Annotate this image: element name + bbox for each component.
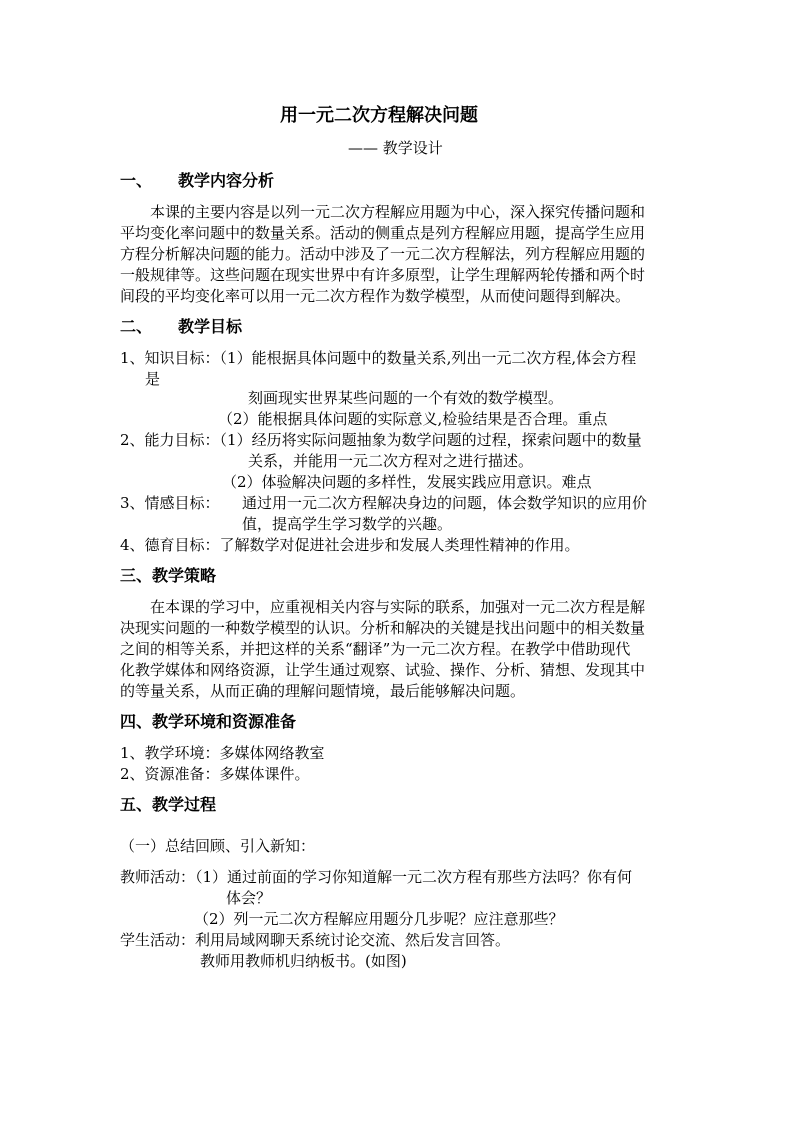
emotion-goal-cont: 值，提高学生学习数学的兴趣。 — [242, 515, 453, 533]
paragraph-line: 平均变化率问题中的数量关系。活动的侧重点是列方程解应用题，提高学生应用 — [120, 224, 646, 242]
document-subtitle: —— 教学设计 — [348, 139, 443, 157]
list-item: 2、资源准备：多媒体课件。 — [120, 765, 310, 783]
ability-goal-1: 2、能力目标：（1）经历将实际问题抽象为数学问题的过程，探索问题中的数量 — [120, 431, 642, 449]
section-5-heading: 五、教学过程 — [120, 795, 217, 814]
knowledge-goal-1-wrap: 是 — [145, 370, 161, 388]
section-1-number: 一、 — [120, 171, 153, 190]
moral-goal: 4、德育目标：了解数学对促进社会进步和发展人类理性精神的作用。 — [120, 536, 580, 554]
paragraph-line: 方程分析解决问题的能力。活动中涉及了一元二次方程解法，列方程解应用题的 — [120, 245, 646, 263]
emotion-goal: 通过用一元二次方程解决身边的问题，体会数学知识的应用价 — [242, 494, 648, 512]
paragraph-line: 在本课的学习中，应重视相关内容与实际的联系，加强对一元二次方程是解 — [150, 598, 646, 616]
paragraph-line: 之间的相等关系，并把这样的关系“翻译”为一元二次方程。在教学中借助现代 — [120, 640, 631, 658]
teacher-activity-1: 教师活动：（1）通过前面的学习你知道解一元二次方程有那些方法吗？你有何 — [120, 868, 633, 886]
teacher-activity-2: （2）列一元二次方程解应用题分几步呢？应注意那些？ — [194, 910, 564, 928]
paragraph-line: 化教学媒体和网络资源，让学生通过观察、试验、操作、分析、猜想、发现其中 — [120, 661, 646, 679]
teacher-board-note: 教师用教师机归纳板书。(如图) — [200, 952, 407, 970]
paragraph-line: 决现实问题的一种数学模型的认识。分析和解决的关键是找出问题中的相关数量 — [120, 619, 646, 637]
paragraph-line: 一般规律等。这些问题在现实世界中有许多原型，让学生理解两轮传播和两个时 — [120, 266, 646, 284]
document-title: 用一元二次方程解决问题 — [280, 105, 478, 126]
section-3-heading: 三、教学策略 — [120, 566, 217, 585]
paragraph-line: 的等量关系，从而正确的理解问题情境，最后能够解决问题。 — [120, 682, 526, 700]
knowledge-goal-1-cont: 刻画现实世界某些问题的一个有效的数学模型。 — [248, 389, 564, 407]
list-item: 1、教学环境：多媒体网络教室 — [120, 744, 325, 762]
student-activity: 学生活动：利用局域网聊天系统讨论交流、然后发言回答。 — [120, 931, 511, 949]
teacher-activity-1-cont: 体会？ — [226, 889, 272, 907]
section-2-heading: 教学目标 — [178, 317, 243, 336]
paragraph-line: 间段的平均变化率可以用一元二次方程作为数学模型，从而使问题得到解决。 — [120, 287, 631, 305]
subsection-heading: （一）总结回顾、引入新知： — [120, 837, 316, 855]
ability-goal-2: （2）体验解决问题的多样性，发展实践应用意识。难点 — [222, 473, 592, 491]
section-2-number: 二、 — [120, 317, 153, 336]
section-4-heading: 四、教学环境和资源准备 — [120, 712, 297, 731]
section-1-heading: 教学内容分析 — [178, 171, 275, 190]
ability-goal-1-cont: 关系，并能用一元二次方程对之进行描述。 — [248, 452, 534, 470]
paragraph-line: 本课的主要内容是以列一元二次方程解应用题为中心，深入探究传播问题和 — [150, 203, 646, 221]
emotion-goal-label: 3、情感目标： — [120, 494, 220, 512]
knowledge-goal-1: 1、知识目标：（1）能根据具体问题中的数量关系,列出一元二次方程,体会方程 — [120, 349, 637, 367]
knowledge-goal-2: （2）能根据具体问题的实际意义,检验结果是否合理。重点 — [218, 410, 608, 428]
